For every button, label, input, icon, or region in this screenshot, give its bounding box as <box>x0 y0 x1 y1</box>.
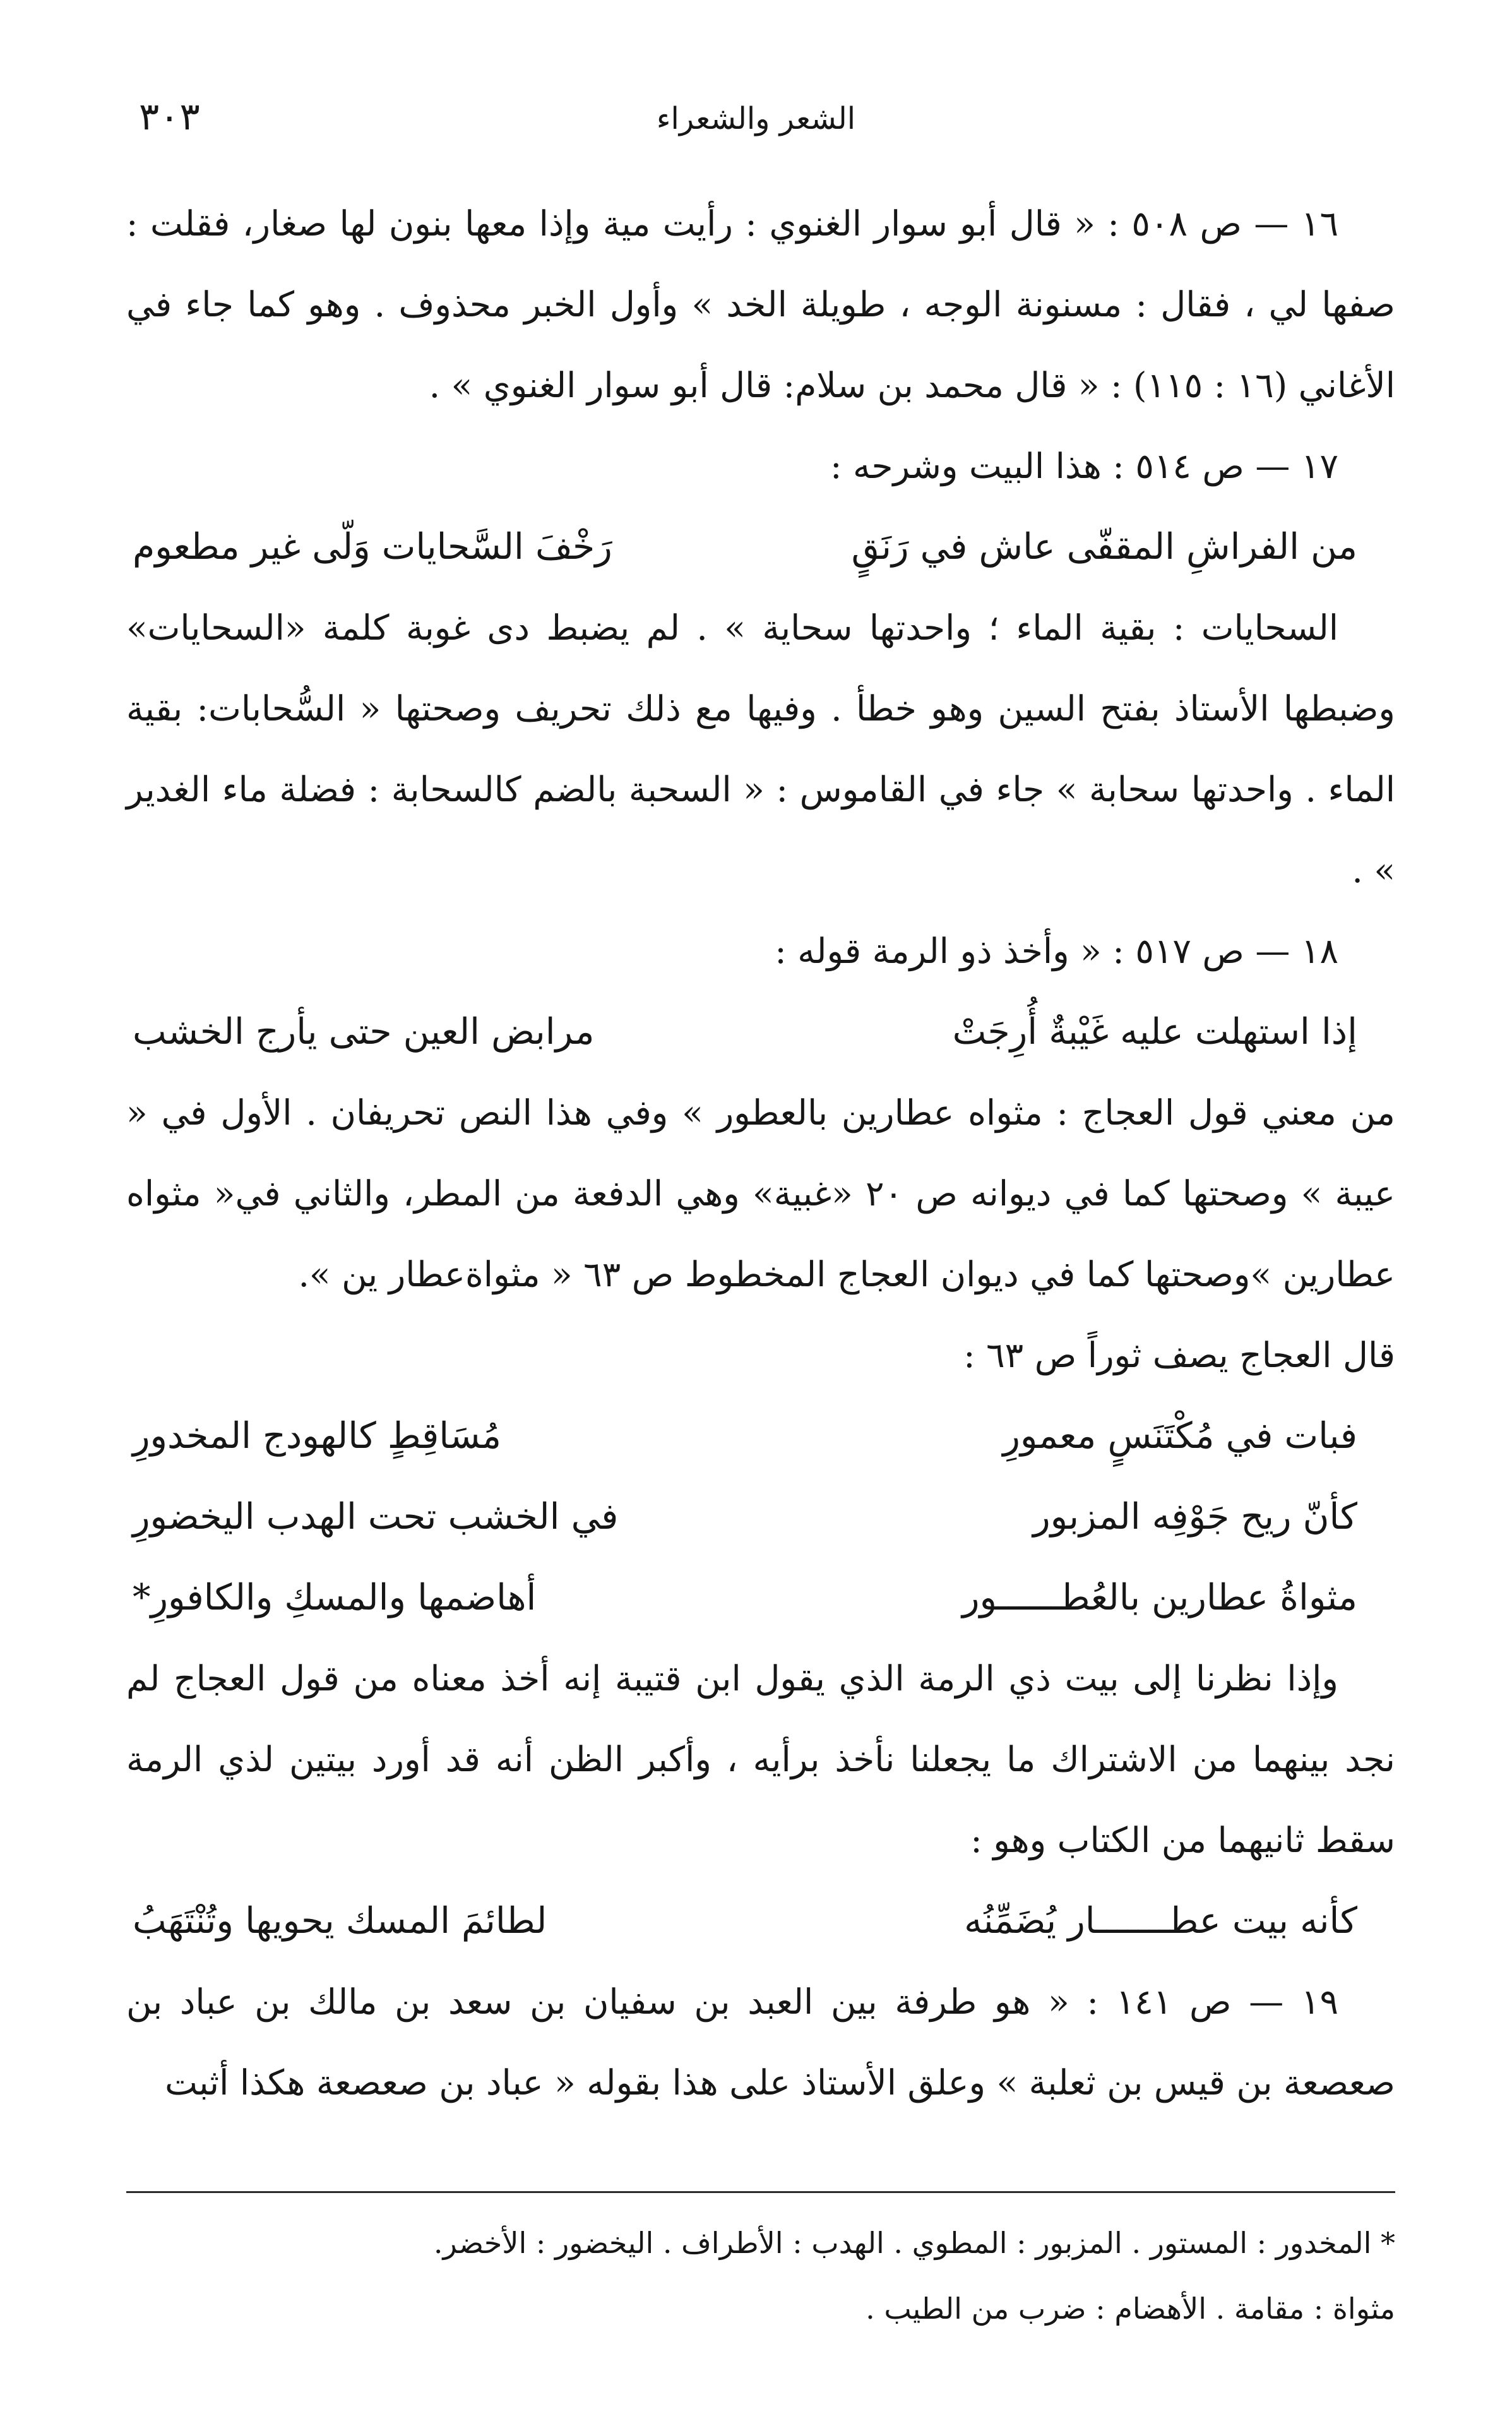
verse-17-first-hemistich: من الفراشِ المقفّى عاش في رَنَقٍ <box>851 526 1357 568</box>
verse-17 <box>126 506 1395 587</box>
verse-18 <box>126 991 1395 1072</box>
footnote-line: * المخدور : المستور . المزبور : المطوي . الهدب : الأطراف . اليخضور : الأخضر. <box>433 2226 1395 2260</box>
final-verse-first-hemistich: كأنه بيت عطـــــــار يُضَمِّنُه <box>964 1900 1357 1942</box>
page-header <box>126 95 1386 152</box>
ajjaj-verse-2-second-hemistich: في الخشب تحت الهدب اليخضورِ <box>133 1496 619 1538</box>
ajjaj-verse <box>126 1557 1395 1638</box>
note-16: ١٦ — ص ٥٠٨ : « قال أبو سوار الغنوي : رأيت مية وإذا معها بنون لها صغار، فقلت : صفها لي ، فقال : مسنونة الوجه ، طويلة الخد » وأول الخبر محذوف . وهو كما جاء في الأغاني (١٦ : ١١٥) : « قال محمد بن سلام: قال أبو سوار الغنوي » . <box>126 203 1395 405</box>
ajjaj-verse-1-first-hemistich: فبات في مُكْتَنَسٍ معمورِ <box>1003 1415 1357 1457</box>
running-title: الشعر والشعراء <box>656 101 856 136</box>
note-17-body: السحايات : بقية الماء ؛ واحدتها سحاية » . لم يضبط دى غوبة كلمة «السحايات» وضبطها الأستاذ بفتح السين وهو خطأ . وفيها مع ذلك تحريف وصحتها « السُّحابات: بقية الماء . واحدتها سحابة » جاء في القاموس : « السحبة بالضم كالسحابة : فضلة ماء الغدير » . <box>126 607 1395 890</box>
ajjaj-intro: قال العجاج يصف ثوراً ص ٦٣ : <box>963 1335 1395 1375</box>
page-body <box>126 183 1395 2123</box>
ajjaj-verse-1-second-hemistich: مُسَاقِطٍ كالهودج المخدورِ <box>133 1415 502 1457</box>
final-verse-second-hemistich: لطائمَ المسك يحويها وتُنْتَهَبُ <box>133 1900 547 1942</box>
verse-17-second-hemistich: رَخْفَ السَّحايات وَلّى غير مطعوم <box>133 526 612 568</box>
ajjaj-verse <box>126 1476 1395 1557</box>
ajjaj-verse <box>126 1396 1395 1476</box>
ajjaj-verse-3-second-hemistich: أهاضمها والمسكِ والكافورِ* <box>133 1577 537 1618</box>
final-verse <box>126 1880 1395 1961</box>
footnote <box>126 2210 1395 2341</box>
verse-18-second-hemistich: مرابض العين حتى يأرج الخشب <box>133 1011 595 1053</box>
analysis-paragraph: وإذا نظرنا إلى بيت ذي الرمة الذي يقول ابن قتيبة إنه أخذ معناه من قول العجاج لم نجد بينهما من الاشتراك ما يجعلنا نأخذ برأيه ، وأكبر الظن أنه قد أورد بيتين لذي الرمة سقط ثانيهما من الكتاب وهو : <box>126 1658 1395 1860</box>
note-18-intro: ١٨ — ص ٥١٧ : « وأخذ ذو الرمة قوله : <box>775 931 1338 971</box>
verse-18-first-hemistich: إذا استهلت عليه غَيْبةٌ أُرِجَتْ <box>952 1011 1357 1053</box>
footnote-divider <box>126 2191 1395 2193</box>
note-17-intro: ١٧ — ص ٥١٤ : هذا البيت وشرحه : <box>830 446 1338 486</box>
page-number: ٣٠٣ <box>139 95 200 139</box>
footnote-line: مثواة : مقامة . الأهضام : ضرب من الطيب . <box>866 2292 1395 2326</box>
ajjaj-verse-3-first-hemistich: مثواةُ عطارين بالعُطــــــور <box>961 1577 1357 1618</box>
note-19: ١٩ — ص ١٤١ : « هو طرفة بين العبد بن سفيان بن سعد بن مالك بن عباد بن صعصعة بن قيس بن ثعلبة » وعلق الأستاذ على هذا بقوله « عباد بن صعصعة هكذا أثبت <box>126 1982 1395 2103</box>
note-18-body: من معني قول العجاج : مثواه عطارين بالعطور » وفي هذا النص تحريفان . الأول في « عيبة » وصحتها كما في ديوانه ص ٢٠ «غبية» وهي الدفعة من المطر، والثاني في« مثواه عطارين »وصحتها كما في ديوان العجاج المخطوط ص ٦٣ « مثواةعطار ين ». <box>126 1092 1395 1294</box>
ajjaj-verse-2-first-hemistich: كأنّ ريح جَوْفِه المزبور <box>1033 1496 1357 1538</box>
